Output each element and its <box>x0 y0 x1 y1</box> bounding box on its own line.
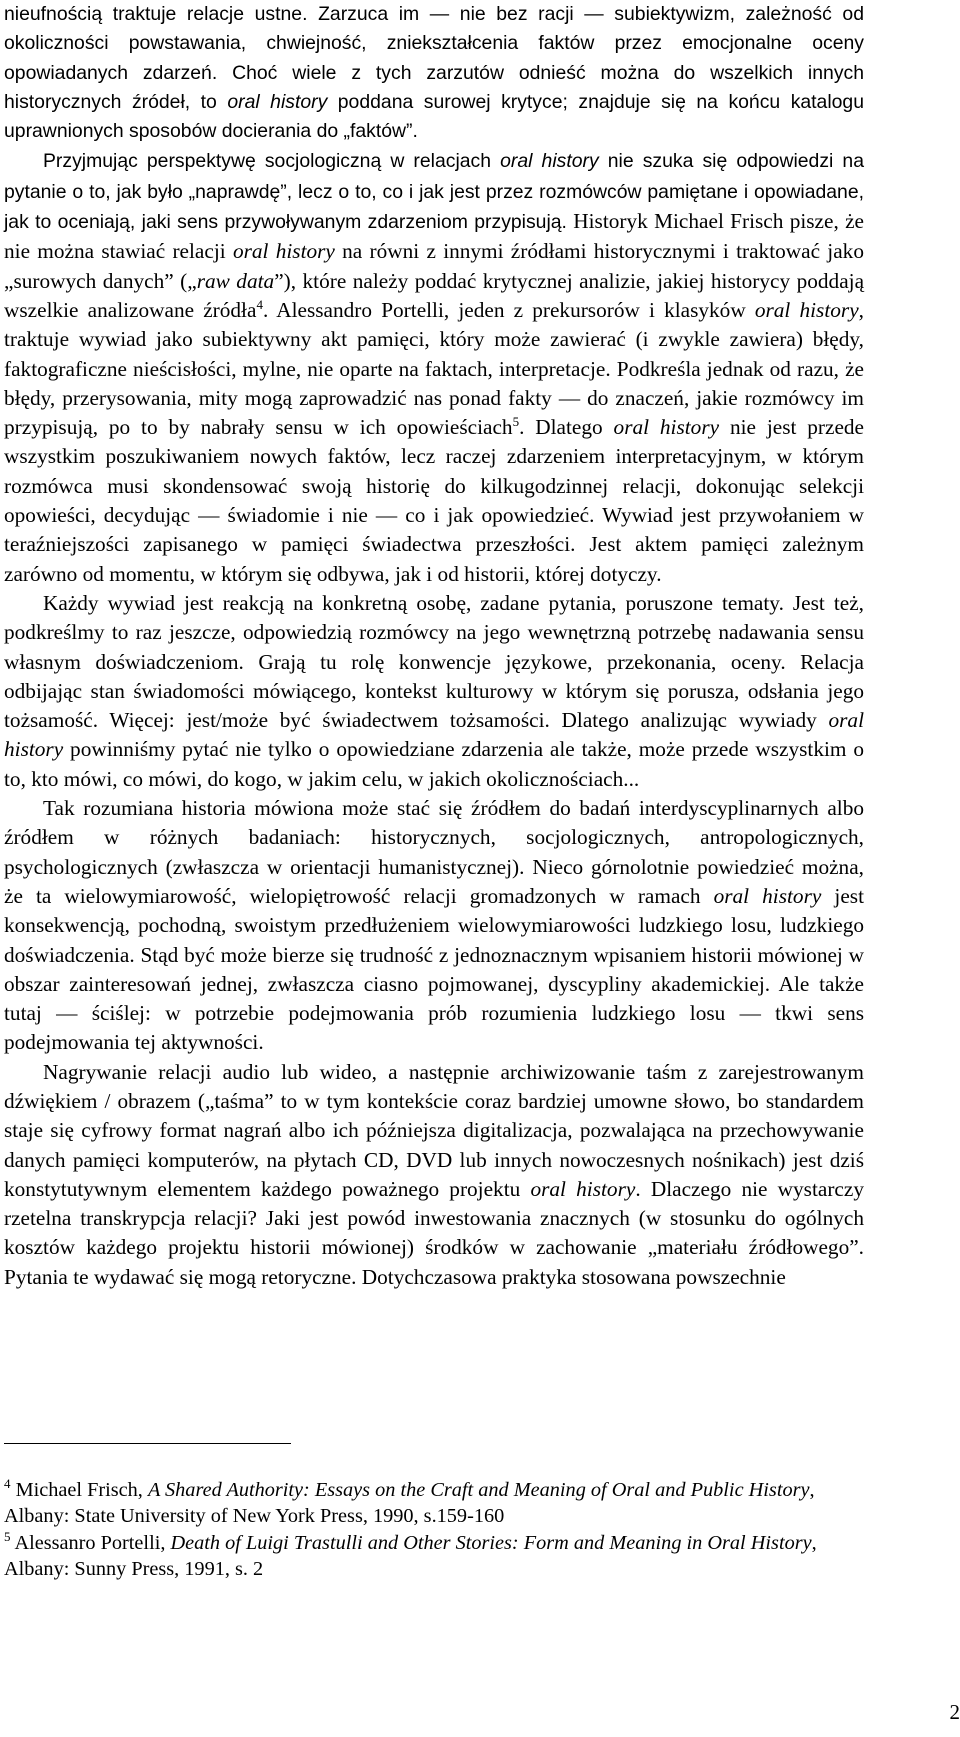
emphasis: oral history <box>613 415 720 440</box>
text-run: , Albany: State University of New York Press, 1990, s.159-160 <box>4 1479 815 1527</box>
footnote-number: 5 <box>4 1529 11 1545</box>
document-body <box>4 0 864 1292</box>
text-run: ”), które należy poddać krytycznej analizie, jakiej historycy poddają wszelkie analizowane źródła <box>4 268 865 322</box>
text-run: Tak rozumiana historia mówiona może stać się źródłem do badań interdyscyplinarnych albo źródłem w różnych badaniach: historycznych, socjologicznych, antropologicznych, psychologicznych (zwłaszcza w orientacji humanistycznej). Nieco górnolotnie powiedzieć można, że ta wielowymiarowość, wielopiętrowość relacji gromadzonych w ramach <box>4 796 864 908</box>
text-run: Historyk Michael Frisch pisze, że nie można stawiać relacji <box>4 209 864 264</box>
text-run: nieufnością traktuje relacje ustne. Zarzuca im — nie bez racji — subiektywizm, zależność od okoliczności powstawania, chwiejność, zniekształcenia faktów przez emocjonalne oceny opowiadanych zdarzeń. Choć wiele z tych zarzutów odnieść można do wszelkich innych historycznych źródeł, to <box>4 3 864 113</box>
text-run: nie szuka się odpowiedzi na pytanie o to, jak było „naprawdę”, lecz o to, co i jak jest przez rozmówców pamiętane i opowiadane, jak to oceniają, jaki sens przywoływanym zdarzeniom przypisują. <box>4 150 864 234</box>
text-run: . Dlatego <box>519 415 614 440</box>
text-run: Każdy wywiad jest reakcją na konkretną osobę, zadane pytania, poruszone tematy. Jest też, podkreślmy to raz jeszcze, odpowiedzią rozmówcy na jego wewnętrzną potrzebę nadawania sensu własnym doświadczeniom. Grają tu rolę konwencje językowe, przekonania, oceny. Relacja odbijając stan świadomości mówiącego, kontekst kulturowy w którym się porusza, odsłania jego tożsamość. Więcej: jest/może być świadectwem tożsamości. Dlatego analizując wywiady <box>4 590 864 733</box>
emphasis: raw data <box>196 268 275 293</box>
paragraph-1 <box>4 0 864 146</box>
text-run: , Albany: Sunny Press, 1991, s. 2 <box>4 1532 817 1580</box>
text-run: . Dlaczego nie wystarczy rzetelna transkrypcja relacji? Jaki jest powód inwestowania znacznych (w stosunku do ogólnych kosztów każdego projektu historii mówionej) środków w zachowanie „materiału źródłowego”. Pytania te wydawać się mogą retoryczne. Dotychczasowa praktyka stosowana powszechnie <box>4 1176 864 1289</box>
text-run: Alessanro Portelli, <box>10 1532 171 1554</box>
emphasis: oral history <box>4 708 864 762</box>
emphasis: oral history <box>530 1176 636 1201</box>
emphasis: oral history <box>227 90 328 113</box>
book-title: A Shared Authority: Essays on the Craft and Meaning of Oral and Public History <box>147 1479 810 1501</box>
book-title: Death of Luigi Trastulli and Other Stories: Form and Meaning in Oral History <box>170 1532 812 1554</box>
text-run: Michael Frisch, <box>10 1479 148 1501</box>
footnotes <box>4 1478 864 1584</box>
text-run: jest konsekwencją, pochodną, swoistym przedłużeniem wielowymiarowości ludzkiego losu, ludzkiego doświadczenia. Stąd być może bierze się trudność z jednoznacznym wpisaniem historii mówionej w obszar zainteresowań jednej, zwłaszcza ciasno pojmowanej, dyscypliny akademickiej. Ale także tutaj — ściślej: w potrzebie podejmowania prób rozumienia ludzkiego losu — tkwi sens podejmowania tej aktywności. <box>4 883 864 1055</box>
text-run: Przyjmując perspektywę socjologiczną w relacjach <box>43 150 501 173</box>
footnote-5 <box>4 1531 864 1582</box>
text-run: Nagrywanie relacji audio lub wideo, a następnie archiwizowanie taśm z zarejestrowanym dźwiękiem / obrazem („taśma” to w tym kontekście coraz bardziej umowne słowo, bo standardem staje się cyfrowy format nagrań albo ich późniejsza digitalizacja, pozwalająca na przechowywanie danych pamięci komputerów, na płytach CD, DVD lub innych nowoczesnych nośnikach) jest dziś konstytutywnym elementem każdego poważnego projektu <box>4 1059 864 1201</box>
paragraph-2 <box>4 146 864 588</box>
footnote-ref[interactable]: 5 <box>512 414 520 430</box>
text-run: nie jest przede wszystkim poszukiwaniem nowych faktów, lecz raczej zdarzeniem interpretacyjnym, w którym rozmówca musi skondensować swoją historię do kilkugodzinnej relacji, dokonując selekcji opowieści, decydując — świadomie i nie — co i jak opowiedzieć. Wywiad jest przywołaniem w teraźniejszości zapisanego w pamięci świadectwa przeszłości. Jest aktem pamięci zależnym zarówno od momentu, w którym się odbywa, jak i od historii, której dotyczy. <box>4 415 865 586</box>
paragraph-5 <box>4 1058 864 1292</box>
emphasis: oral history <box>713 883 822 908</box>
emphasis: oral history <box>500 150 599 173</box>
footnote-ref[interactable]: 4 <box>256 296 263 312</box>
paragraph-4 <box>4 794 864 1058</box>
footnote-4 <box>4 1478 864 1529</box>
text-run: poddana surowej krytyce; znajduje się na końcu katalogu uprawnionych sposobów docierania do „faktów”. <box>4 90 864 143</box>
text-run: . Alessandro Portelli, jeden z prekursorów i klasyków <box>262 297 755 322</box>
emphasis: oral history <box>232 239 335 264</box>
footnote-number: 4 <box>4 1476 11 1492</box>
footnote-separator <box>4 1443 291 1444</box>
text-run: na równi z innymi źródłami historycznymi i traktować jako „surowych danych” („ <box>4 239 864 293</box>
text-run: , traktuje wywiad jako subiektywny akt pamięci, który może zawierać (i zwykle zawiera) błędy, faktograficzne nieścisłości, mylne, nie oparte na faktach, interpretacje. Podkreśla jednak od razu, że błędy, przerysowania, mity mogą zaprowadzić nas ponad fakty — do znaczeń, jakie rozmówcy im przypisują, po to by nabrały sensu w ich opowieściach <box>4 297 864 440</box>
page-number: 2 <box>949 1700 960 1724</box>
paragraph-3 <box>4 589 864 794</box>
emphasis: oral history <box>754 297 859 322</box>
text-run: powinniśmy pytać nie tylko o opowiedziane zdarzenia ale także, może przede wszystkim o to, kto mówi, co mówi, do kogo, w jakim celu, w jakich okolicznościach... <box>4 737 864 791</box>
